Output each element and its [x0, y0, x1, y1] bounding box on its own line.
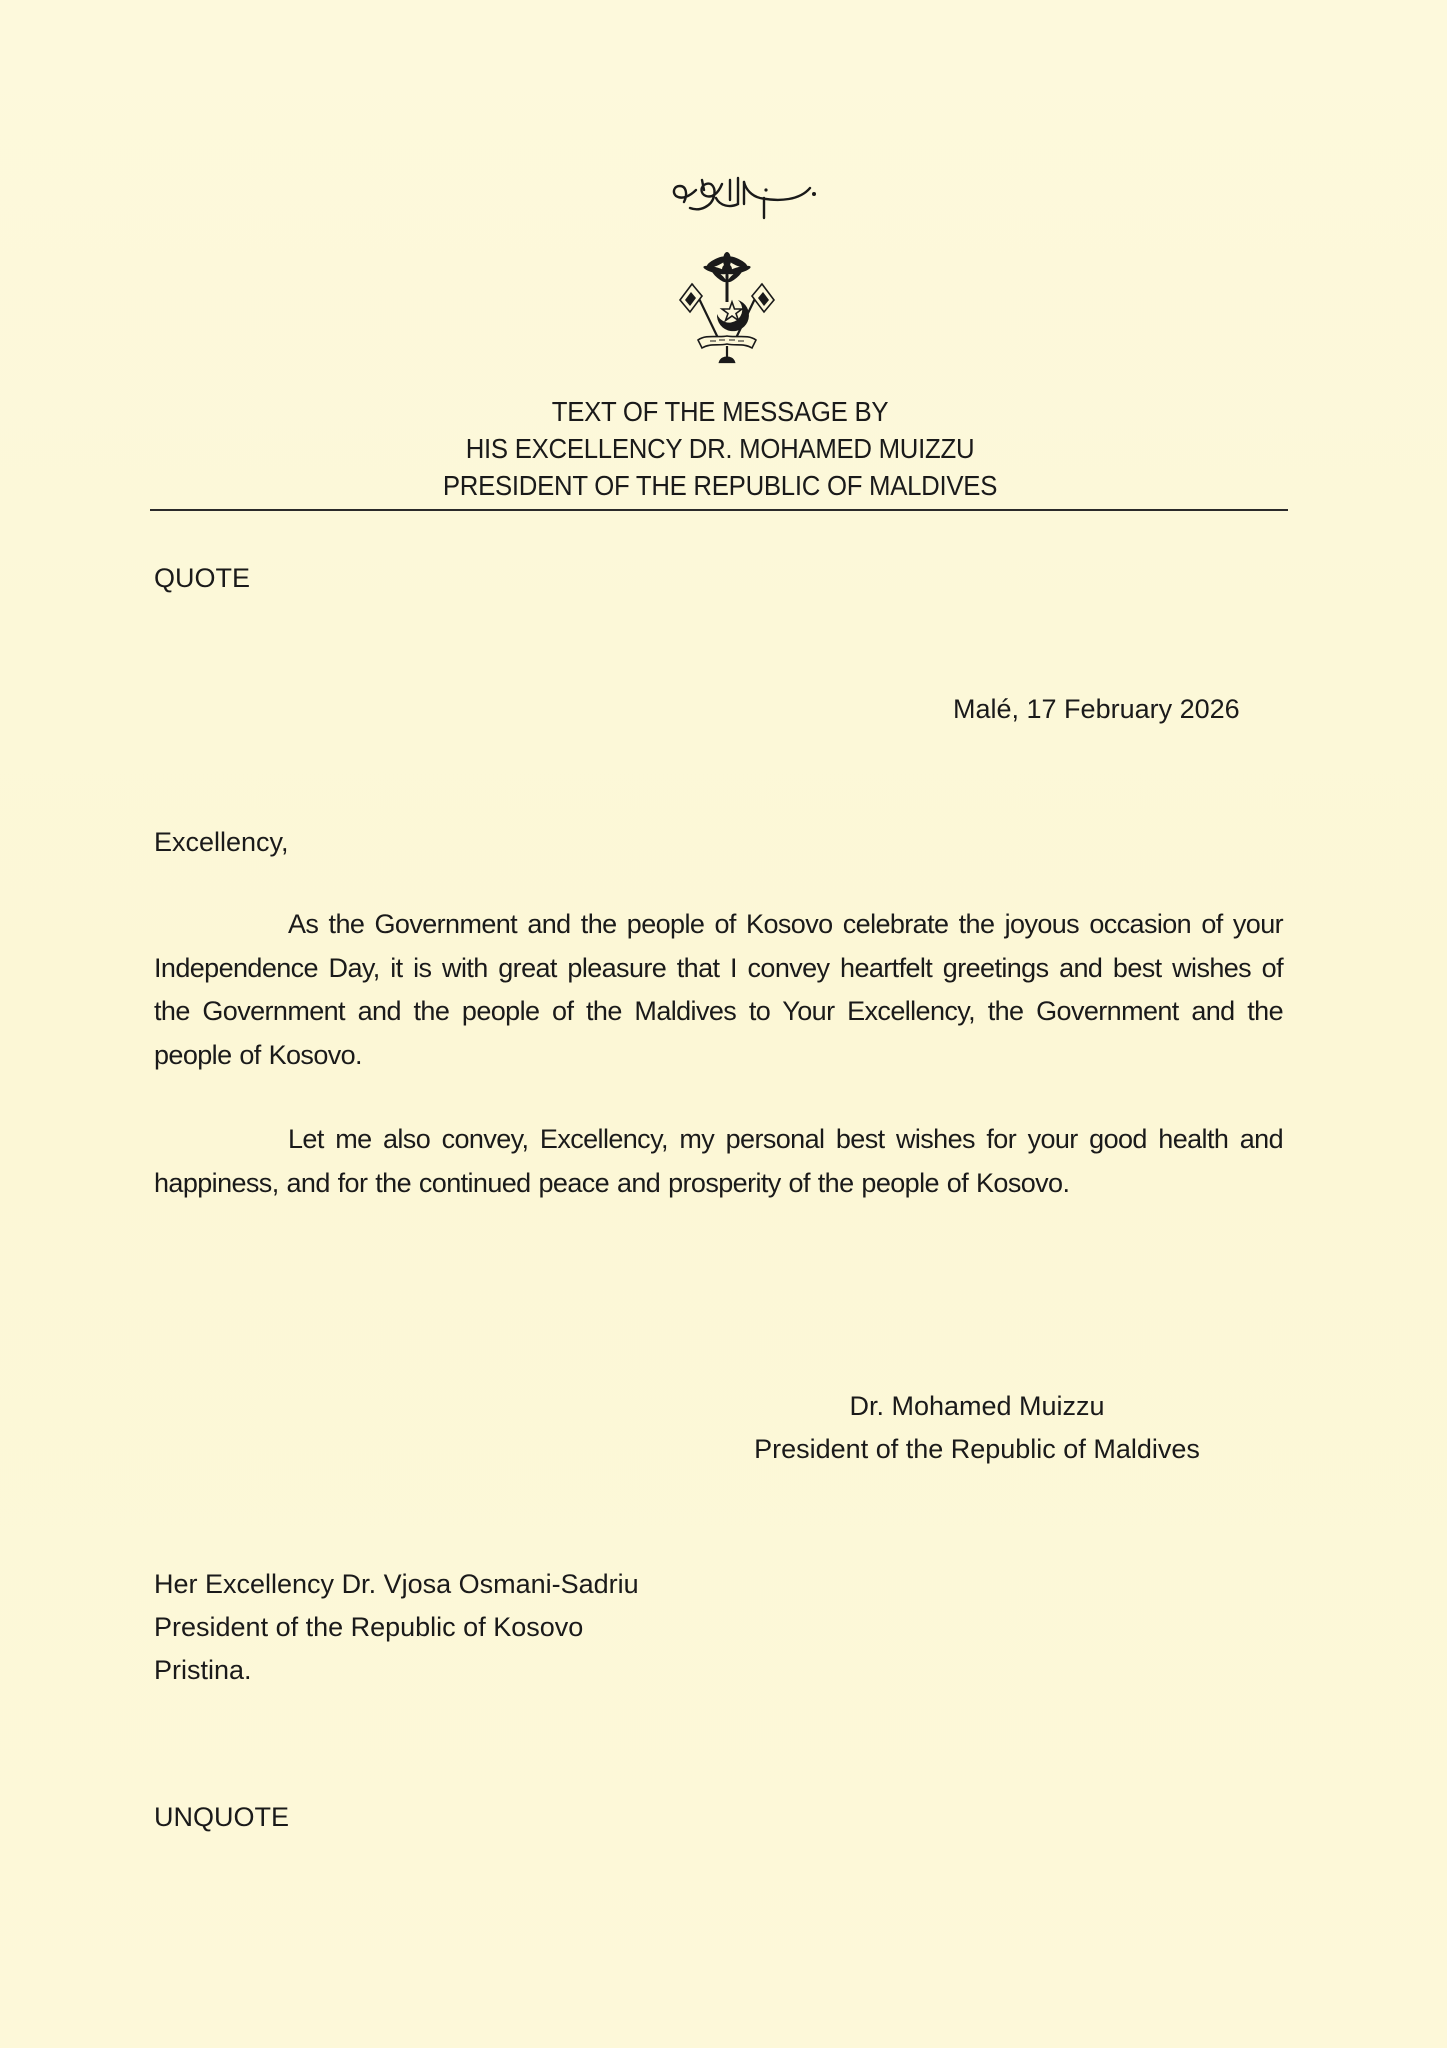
maldives-emblem [672, 242, 782, 366]
heading-line-2: HIS EXCELLENCY DR. MOHAMED MUIZZU [465, 433, 975, 464]
body-paragraph-1 [154, 903, 1283, 1077]
recipient-name: Her Excellency Dr. Vjosa Osmani-Sadriu [154, 1569, 639, 1599]
signature-block [727, 1385, 1227, 1471]
emblem-icon [672, 242, 782, 366]
quote-marker: QUOTE [154, 563, 251, 593]
heading-divider [150, 509, 1288, 511]
unquote-marker: UNQUOTE [154, 1802, 289, 1832]
bismillah-calligraphy [660, 160, 820, 240]
paragraph-1-text: As the Government and the people of Kosovo celebrate the joyous occasion of your Independence Day, it is with great pleasure that I convey heartfelt greetings and best wishes of the Government and the people of the Maldives to Your Excellency, the Government and the people of Kosovo. [154, 909, 1283, 1070]
recipient-city: Pristina. [154, 1655, 252, 1685]
recipient-block [154, 1563, 639, 1692]
signatory-name: Dr. Mohamed Muizzu [849, 1391, 1105, 1421]
bismillah-icon [660, 160, 820, 240]
heading-line-1: TEXT OF THE MESSAGE BY [551, 396, 889, 427]
paragraph-2-text: Let me also convey, Excellency, my personal best wishes for your good health and happiness, and for the continued peace and prosperity of the people of Kosovo. [154, 1124, 1283, 1198]
salutation: Excellency, [154, 827, 289, 857]
message-heading [196, 393, 1245, 504]
place-date: Malé, 17 February 2026 [953, 694, 1240, 724]
recipient-title: President of the Republic of Kosovo [154, 1612, 584, 1642]
signatory-title: President of the Republic of Maldives [754, 1434, 1200, 1464]
heading-line-3: PRESIDENT OF THE REPUBLIC OF MALDIVES [442, 470, 998, 501]
body-paragraph-2 [154, 1118, 1283, 1205]
